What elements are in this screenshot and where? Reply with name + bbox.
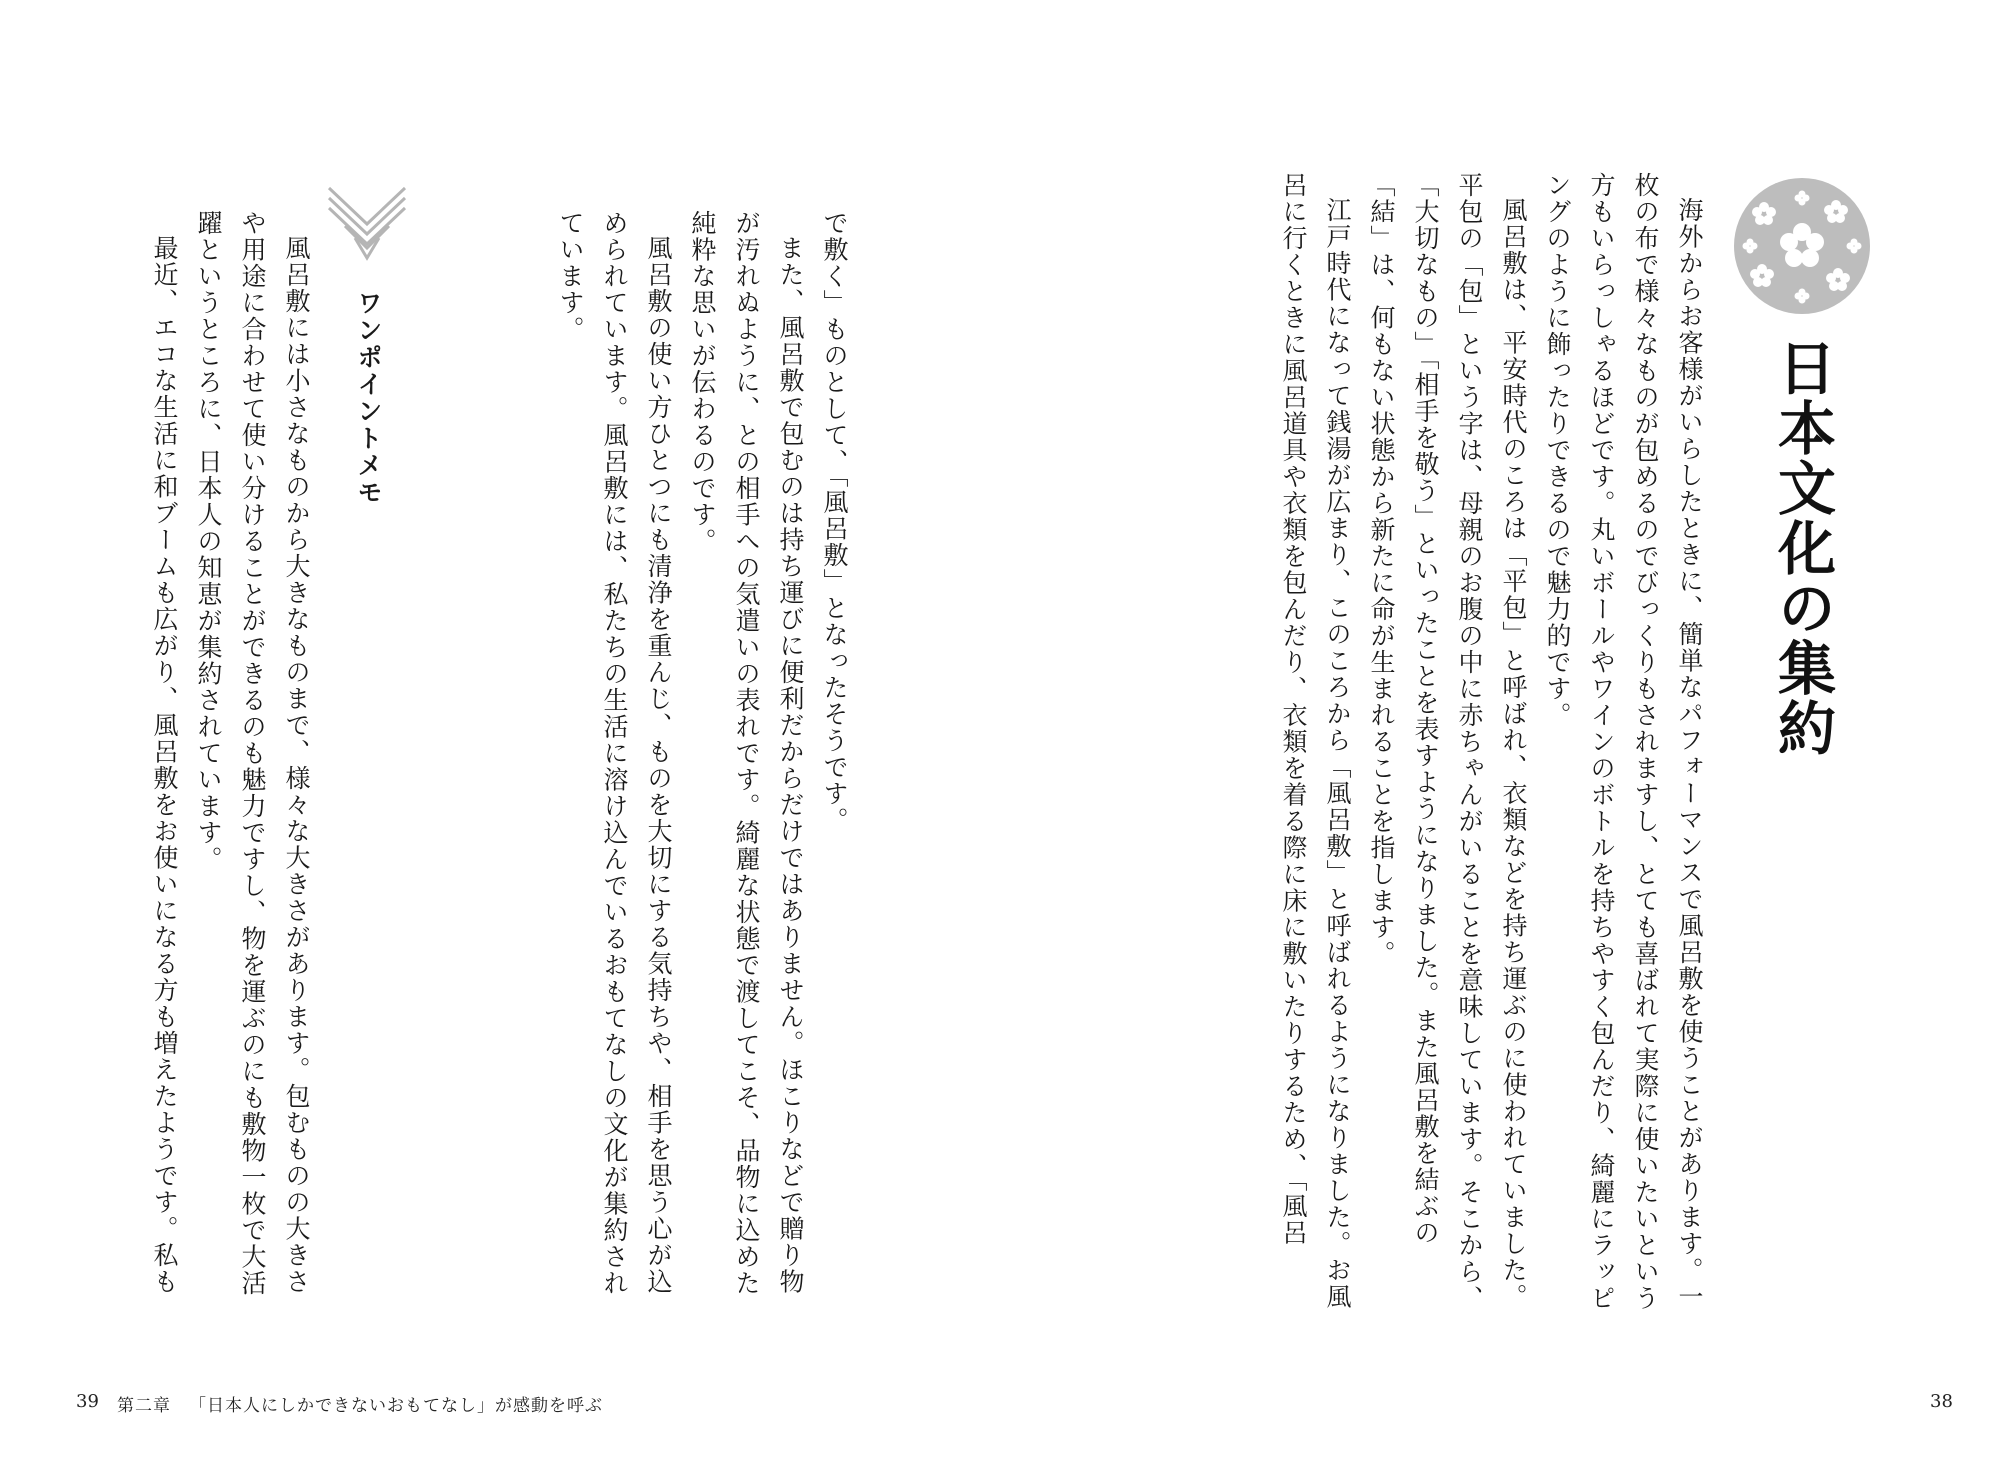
paragraph: 風呂敷には小さなものから大きなものまで、様々な大きさがあります。包むものの大きさや用途に合わせて使い分けることができるのも魅力ですし、物を運ぶのにも敷物一枚で大活躍というところに、日本人の知恵が集約されています。: [194, 210, 311, 1297]
right-page-body: [1181, 172, 1711, 1312]
left-page-body: [446, 210, 856, 1312]
article-title: 日本文化の集約: [1768, 338, 1836, 758]
paragraph: 風呂敷の使い方ひとつにも清浄を重んじ、ものを大切にする気持ちや、相手を思う心が込められています。風呂敷には、私たちの生活に溶け込んでいるおもてなしの文化が集約されています。: [556, 210, 673, 1297]
folded-cloth-icon: [325, 178, 409, 262]
paragraph-continuation: で敷く」ものとして、「風呂敷」となったそうです。: [820, 210, 849, 834]
running-head-chapter: 第二章: [117, 1396, 171, 1416]
paragraph: 最近、エコな生活に和ブームも広がり、風呂敷をお使いになる方も増えたようです。私も: [150, 235, 179, 1295]
paragraph: 風呂敷は、平安時代のころは「平包」と呼ばれ、衣類などを持ち運ぶのに使われていました。平包の「包」という字は、母親のお腹の中に赤ちゃんがいることを意味しています。そこから、「大切なもの」「相手を敬う」といったことを表すようになりました。また風呂敷を結ぶの「結」は、何もない状態から新たに命が生まれることを指します。: [1367, 172, 1528, 1312]
page-number-left: 39: [76, 1391, 99, 1412]
floral-circle-icon: [1732, 176, 1872, 316]
page-number-right: 38: [1930, 1391, 1953, 1412]
paragraph: 海外からお客様がいらしたときに、簡単なパフォーマンスで風呂敷を使うことがあります。一枚の布で様々なものが包めるのでびっくりもされますし、とても喜ばれて実際に使いたいという方もいらっしゃるほどです。丸いボールやワインのボトルを持ちやすく包んだり、綺麗にラッピングのように飾ったりできるので魅力的です。: [1543, 172, 1704, 1312]
paragraph: 江戸時代になって銭湯が広まり、このころから「風呂敷」と呼ばれるようになりました。お風呂に行くときに風呂道具や衣類を包んだり、衣類を着る際に床に敷いたりするため、「風呂: [1279, 172, 1352, 1310]
running-head-title: 「日本人にしかできないおもてなし」が感動を呼ぶ: [189, 1396, 603, 1416]
paragraph: また、風呂敷で包むのは持ち運びに便利だからだけではありません。ほこりなどで贈り物が汚れぬように、との相手への気遣いの表れです。綺麗な状態で渡してこそ、品物に込めた純粋な思いが伝わるのです。: [688, 210, 805, 1297]
memo-title: ワンポイントメモ: [354, 290, 383, 506]
running-head: [117, 1391, 603, 1416]
memo-body: [138, 210, 318, 1312]
